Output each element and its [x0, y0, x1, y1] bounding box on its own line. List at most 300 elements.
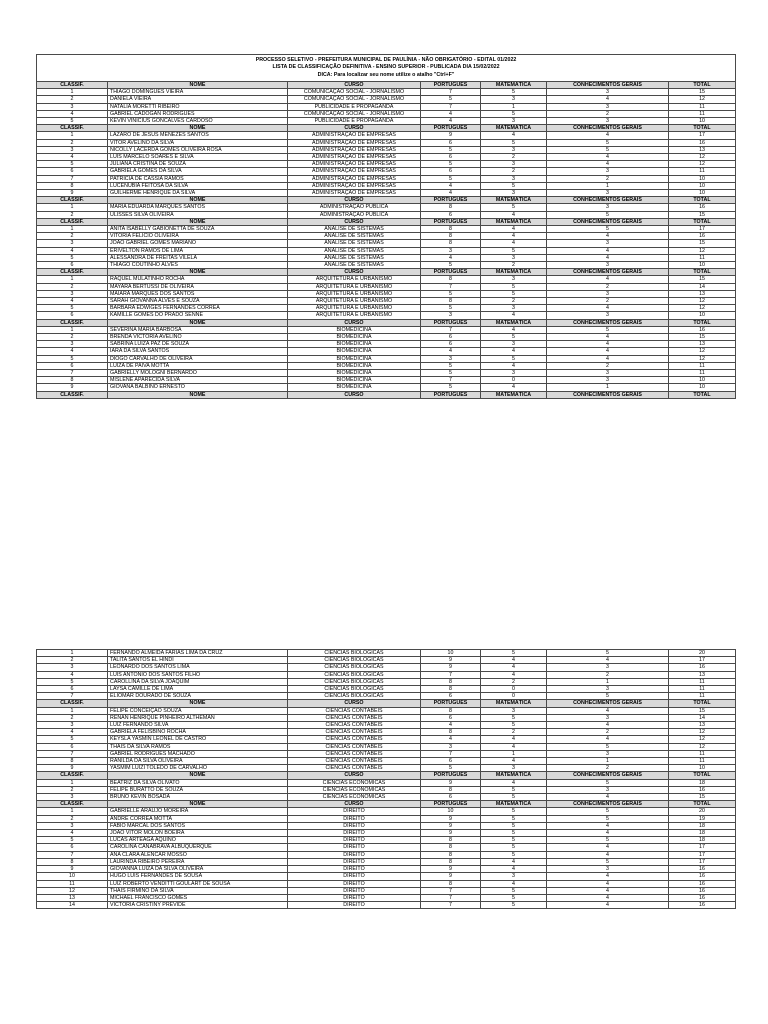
total-cell: 17 — [669, 657, 736, 664]
matematica-cell: 4 — [481, 326, 547, 333]
course-cell: CIÊNCIAS BIOLÓGICAS — [288, 671, 421, 678]
total-cell: 12 — [669, 348, 736, 355]
table-row — [37, 204, 736, 211]
conhecimentos-gerais-cell: 5 — [547, 225, 669, 232]
matematica-cell: 4 — [481, 312, 547, 319]
table-row — [37, 794, 736, 801]
table-row — [37, 837, 736, 844]
conhecimentos-gerais-cell: 3 — [547, 290, 669, 297]
title-line: PROCESSO SELETIVO - PREFEITURA MUNICIPAL DE PAULÍNIA - NÃO OBRIGATÓRIO - EDITAL 01/2022 — [255, 57, 517, 63]
conhecimentos-gerais-cell: 4 — [547, 902, 669, 909]
classif-cell: 1 — [37, 89, 108, 96]
name-cell: LUIZA DE PAIVA MOTTA — [108, 362, 288, 369]
portugues-cell: 7 — [421, 326, 481, 333]
table-row — [37, 887, 736, 894]
matematica-cell: 4 — [481, 225, 547, 232]
classif-cell: 6 — [37, 312, 108, 319]
course-cell: DIREITO — [288, 902, 421, 909]
matematica-cell: 1 — [481, 103, 547, 110]
portugues-cell: 8 — [421, 678, 481, 685]
header-nome: NOME — [108, 801, 288, 808]
total-cell: 17 — [669, 851, 736, 858]
name-cell: RAQUEL MULATINHO ROCHA — [108, 276, 288, 283]
name-cell: KAMILLE GOMES DO PRADO SENNE — [108, 312, 288, 319]
name-cell: BRENDA VICTORIA AVELINO — [108, 334, 288, 341]
name-cell: MICHAEL FRANCISCO GOMES — [108, 894, 288, 901]
name-cell: THAIS FIRMINO DA SILVA — [108, 887, 288, 894]
name-cell: GIOVANA BALBINO ERNESTO — [108, 384, 288, 391]
header-matematica: MATEMÁTICA — [481, 391, 547, 398]
name-cell: ANITA ISABELLY GABIONETTA DE SOUZA — [108, 225, 288, 232]
portugues-cell: 7 — [421, 89, 481, 96]
conhecimentos-gerais-cell: 4 — [547, 830, 669, 837]
column-header-row — [37, 269, 736, 276]
course-cell: DIREITO — [288, 887, 421, 894]
name-cell: FELIPE CONCEIÇÃO SOUZA — [108, 707, 288, 714]
conhecimentos-gerais-cell: 3 — [547, 866, 669, 873]
matematica-cell: 3 — [481, 189, 547, 196]
classif-cell: 6 — [37, 168, 108, 175]
header-classif: CLASSIF. — [37, 269, 108, 276]
course-cell: BIOMEDICINA — [288, 370, 421, 377]
portugues-cell: 5 — [421, 96, 481, 103]
conhecimentos-gerais-cell: 1 — [547, 182, 669, 189]
portugues-cell: 6 — [421, 211, 481, 218]
total-cell: 16 — [669, 326, 736, 333]
conhecimentos-gerais-cell: 3 — [547, 377, 669, 384]
total-cell: 12 — [669, 161, 736, 168]
conhecimentos-gerais-cell: 4 — [547, 722, 669, 729]
conhecimentos-gerais-cell: 5 — [547, 837, 669, 844]
classif-cell: 2 — [37, 815, 108, 822]
portugues-cell: 7 — [421, 887, 481, 894]
portugues-cell: 8 — [421, 686, 481, 693]
table-row — [37, 858, 736, 865]
name-cell: LUIZ ROBERTO VENDITTI GOULART DE SOUSA — [108, 880, 288, 887]
conhecimentos-gerais-cell: 5 — [547, 146, 669, 153]
classif-cell: 1 — [37, 132, 108, 139]
course-cell: ADMINISTRAÇÃO DE EMPRESAS — [288, 161, 421, 168]
portugues-cell: 3 — [421, 312, 481, 319]
total-cell: 18 — [669, 830, 736, 837]
total-cell: 18 — [669, 837, 736, 844]
name-cell: IARA DA SILVA SANTOS — [108, 348, 288, 355]
matematica-cell: 1 — [481, 750, 547, 757]
matematica-cell: 5 — [481, 247, 547, 254]
portugues-cell: 8 — [421, 233, 481, 240]
total-cell: 17 — [669, 858, 736, 865]
conhecimentos-gerais-cell: 5 — [547, 743, 669, 750]
total-cell: 13 — [669, 146, 736, 153]
name-cell: JULIANA CRISTINA DE SOUZA — [108, 161, 288, 168]
table-row — [37, 305, 736, 312]
matematica-cell: 5 — [481, 844, 547, 851]
header-conhecimentos-gerais: CONHECIMENTOS GERAIS — [547, 218, 669, 225]
header-curso: CURSO — [288, 125, 421, 132]
conhecimentos-gerais-cell: 4 — [547, 822, 669, 829]
name-cell: PATRICIA DE CASSIA RAMOS — [108, 175, 288, 182]
matematica-cell: 4 — [481, 348, 547, 355]
classif-cell: 2 — [37, 283, 108, 290]
table-row — [37, 722, 736, 729]
header-classif: CLASSIF. — [37, 391, 108, 398]
conhecimentos-gerais-cell: 4 — [547, 132, 669, 139]
total-cell: 10 — [669, 175, 736, 182]
header-total: TOTAL — [669, 772, 736, 779]
column-header-row — [37, 801, 736, 808]
classif-cell: 5 — [37, 837, 108, 844]
conhecimentos-gerais-cell: 1 — [547, 758, 669, 765]
name-cell: ALESSANDRA DE FREITAS VILELA — [108, 254, 288, 261]
conhecimentos-gerais-cell: 1 — [547, 384, 669, 391]
conhecimentos-gerais-cell: 2 — [547, 175, 669, 182]
classif-cell: 9 — [37, 384, 108, 391]
classif-cell: 6 — [37, 686, 108, 693]
total-cell: 16 — [669, 233, 736, 240]
course-cell: CIÊNCIAS CONTÁBEIS — [288, 714, 421, 721]
total-cell: 15 — [669, 211, 736, 218]
total-cell: 16 — [669, 664, 736, 671]
conhecimentos-gerais-cell: 1 — [547, 678, 669, 685]
classif-cell: 1 — [37, 225, 108, 232]
course-cell: ADMINISTRAÇÃO DE EMPRESAS — [288, 182, 421, 189]
matematica-cell: 5 — [481, 902, 547, 909]
conhecimentos-gerais-cell: 2 — [547, 297, 669, 304]
total-cell: 14 — [669, 714, 736, 721]
portugues-cell: 5 — [421, 362, 481, 369]
course-cell: ADMINISTRAÇÃO DE EMPRESAS — [288, 153, 421, 160]
total-cell: 15 — [669, 89, 736, 96]
header-matematica: MATEMÁTICA — [481, 197, 547, 204]
classif-cell: 3 — [37, 794, 108, 801]
total-cell: 18 — [669, 779, 736, 786]
matematica-cell: 5 — [481, 851, 547, 858]
name-cell: LUCAS ARTEAGA AQUINO — [108, 837, 288, 844]
course-cell: CIÊNCIAS CONTÁBEIS — [288, 722, 421, 729]
name-cell: GABRIELLY MOLOGNI BERNARDO — [108, 370, 288, 377]
name-cell: RANILDA DA SILVA OLIVEIRA — [108, 758, 288, 765]
name-cell: GABRIEL CADOGAN RODRIGUES — [108, 110, 288, 117]
classif-cell: 7 — [37, 175, 108, 182]
classif-cell: 5 — [37, 736, 108, 743]
name-cell: MISLENE APARECIDA SILVA — [108, 377, 288, 384]
matematica-cell: 0 — [481, 686, 547, 693]
portugues-cell: 7 — [421, 283, 481, 290]
total-cell: 12 — [669, 736, 736, 743]
header-portugues: PORTUGUÊS — [421, 391, 481, 398]
table-row — [37, 355, 736, 362]
table-row — [37, 693, 736, 700]
portugues-cell: 6 — [421, 334, 481, 341]
course-cell: CIÊNCIAS ECONÔMICAS — [288, 779, 421, 786]
course-cell: DIREITO — [288, 894, 421, 901]
matematica-cell: 5 — [481, 794, 547, 801]
total-cell: 16 — [669, 139, 736, 146]
classif-cell: 4 — [37, 729, 108, 736]
total-cell: 16 — [669, 894, 736, 901]
total-cell: 12 — [669, 247, 736, 254]
classif-cell: 4 — [37, 830, 108, 837]
matematica-cell: 3 — [481, 873, 547, 880]
header-nome: NOME — [108, 319, 288, 326]
classif-cell: 3 — [37, 290, 108, 297]
total-cell: 15 — [669, 240, 736, 247]
course-cell: ARQUITETURA E URBANISMO — [288, 297, 421, 304]
course-cell: CIÊNCIAS ECONÔMICAS — [288, 786, 421, 793]
course-cell: ADMINISTRAÇÃO DE EMPRESAS — [288, 189, 421, 196]
portugues-cell: 4 — [421, 110, 481, 117]
conhecimentos-gerais-cell: 5 — [547, 808, 669, 815]
portugues-cell: 8 — [421, 276, 481, 283]
name-cell: SARAH GIOVANNA ALVES E SOUZA — [108, 297, 288, 304]
classif-cell: 9 — [37, 189, 108, 196]
course-cell: DIREITO — [288, 830, 421, 837]
total-cell: 17 — [669, 225, 736, 232]
name-cell: LÁZARO DE JESUS MENEZES SANTOS — [108, 132, 288, 139]
course-cell: ARQUITETURA E URBANISMO — [288, 283, 421, 290]
header-portugues: PORTUGUÊS — [421, 218, 481, 225]
conhecimentos-gerais-cell: 5 — [547, 650, 669, 657]
name-cell: LUCENUBIA FEITOSA DA SILVA — [108, 182, 288, 189]
total-cell: 12 — [669, 96, 736, 103]
conhecimentos-gerais-cell: 3 — [547, 240, 669, 247]
conhecimentos-gerais-cell: 3 — [547, 664, 669, 671]
name-cell: ANA CLARA ALENCAR MOSSO — [108, 851, 288, 858]
portugues-cell: 8 — [421, 729, 481, 736]
classif-cell: 1 — [37, 276, 108, 283]
table-row — [37, 743, 736, 750]
table-row — [37, 765, 736, 772]
portugues-cell: 7 — [421, 103, 481, 110]
table-row — [37, 686, 736, 693]
classif-cell: 1 — [37, 326, 108, 333]
course-cell: ARQUITETURA E URBANISMO — [288, 290, 421, 297]
name-cell: KEYSLA YASMIN LEONEL DE CASTRO — [108, 736, 288, 743]
course-cell: DIREITO — [288, 844, 421, 851]
header-portugues: PORTUGUÊS — [421, 197, 481, 204]
classif-cell: 3 — [37, 822, 108, 829]
total-cell: 11 — [669, 103, 736, 110]
header-curso: CURSO — [288, 391, 421, 398]
header-matematica: MATEMÁTICA — [481, 81, 547, 88]
conhecimentos-gerais-cell: 5 — [547, 858, 669, 865]
table-row — [37, 233, 736, 240]
matematica-cell: 5 — [481, 894, 547, 901]
course-cell: COMUNICAÇÃO SOCIAL - JORNALISMO — [288, 89, 421, 96]
name-cell: LAYSA CAMILLE DE LIMA — [108, 686, 288, 693]
portugues-cell: 9 — [421, 815, 481, 822]
table-row — [37, 678, 736, 685]
table-row — [37, 902, 736, 909]
table-row — [37, 96, 736, 103]
portugues-cell: 8 — [421, 844, 481, 851]
portugues-cell: 6 — [421, 153, 481, 160]
course-cell: CIÊNCIAS BIOLÓGICAS — [288, 664, 421, 671]
header-matematica: MATEMÁTICA — [481, 218, 547, 225]
name-cell: DIOGO CARVALHO DE OLIVEIRA — [108, 355, 288, 362]
course-cell: DIREITO — [288, 880, 421, 887]
matematica-cell: 2 — [481, 168, 547, 175]
table-row — [37, 729, 736, 736]
matematica-cell: 5 — [481, 355, 547, 362]
header-matematica: MATEMÁTICA — [481, 700, 547, 707]
course-cell: CIÊNCIAS CONTÁBEIS — [288, 743, 421, 750]
classif-cell: 4 — [37, 110, 108, 117]
table-row — [37, 650, 736, 657]
portugues-cell: 8 — [421, 851, 481, 858]
table-row — [37, 714, 736, 721]
course-cell: ADMINISTRAÇÃO DE EMPRESAS — [288, 175, 421, 182]
header-classif: CLASSIF. — [37, 801, 108, 808]
name-cell: SABRINA LUIZA PAZ DE SOUZA — [108, 341, 288, 348]
portugues-cell: 9 — [421, 664, 481, 671]
total-cell: 12 — [669, 305, 736, 312]
header-nome: NOME — [108, 269, 288, 276]
portugues-cell: 5 — [421, 290, 481, 297]
classif-cell: 5 — [37, 355, 108, 362]
matematica-cell: 3 — [481, 146, 547, 153]
classif-cell: 6 — [37, 362, 108, 369]
course-cell: BIOMEDICINA — [288, 355, 421, 362]
classif-cell: 3 — [37, 146, 108, 153]
classif-cell: 4 — [37, 247, 108, 254]
classif-cell: 3 — [37, 664, 108, 671]
classif-cell: 3 — [37, 722, 108, 729]
total-cell: 11 — [669, 254, 736, 261]
matematica-cell: 2 — [481, 729, 547, 736]
matematica-cell: 5 — [481, 283, 547, 290]
header-conhecimentos-gerais: CONHECIMENTOS GERAIS — [547, 197, 669, 204]
conhecimentos-gerais-cell: 4 — [547, 873, 669, 880]
conhecimentos-gerais-cell: 4 — [547, 880, 669, 887]
classif-cell: 11 — [37, 880, 108, 887]
table-row — [37, 370, 736, 377]
matematica-cell: 3 — [481, 96, 547, 103]
total-cell: 16 — [669, 873, 736, 880]
matematica-cell: 4 — [481, 866, 547, 873]
name-cell: THAIS DA SILVA RAMOS — [108, 743, 288, 750]
course-cell: ANÁLISE DE SISTEMAS — [288, 254, 421, 261]
total-cell: 14 — [669, 283, 736, 290]
name-cell: CAROLLINA DA SILVA JOAQUIM — [108, 678, 288, 685]
table-row — [37, 225, 736, 232]
classif-cell: 2 — [37, 657, 108, 664]
course-cell: ANÁLISE DE SISTEMAS — [288, 240, 421, 247]
course-cell: CIÊNCIAS CONTÁBEIS — [288, 765, 421, 772]
header-portugues: PORTUGUÊS — [421, 269, 481, 276]
total-cell: 15 — [669, 334, 736, 341]
total-cell: 12 — [669, 297, 736, 304]
table-row — [37, 815, 736, 822]
column-header-row — [37, 125, 736, 132]
column-header-row — [37, 218, 736, 225]
course-cell: ADMINISTRAÇÃO DE EMPRESAS — [288, 132, 421, 139]
conhecimentos-gerais-cell: 3 — [547, 750, 669, 757]
matematica-cell: 3 — [481, 161, 547, 168]
conhecimentos-gerais-cell: 4 — [547, 657, 669, 664]
name-cell: FABIO MARCAL DOS SANTOS — [108, 822, 288, 829]
header-matematica: MATEMÁTICA — [481, 269, 547, 276]
course-cell: ARQUITETURA E URBANISMO — [288, 276, 421, 283]
course-cell: CIÊNCIAS BIOLÓGICAS — [288, 686, 421, 693]
portugues-cell: 8 — [421, 240, 481, 247]
classif-cell: 1 — [37, 707, 108, 714]
header-portugues: PORTUGUÊS — [421, 801, 481, 808]
course-cell: CIÊNCIAS BIOLÓGICAS — [288, 678, 421, 685]
matematica-cell: 5 — [481, 139, 547, 146]
course-cell: BIOMEDICINA — [288, 341, 421, 348]
conhecimentos-gerais-cell: 5 — [547, 779, 669, 786]
total-cell: 13 — [669, 722, 736, 729]
conhecimentos-gerais-cell: 4 — [547, 707, 669, 714]
total-cell: 13 — [669, 290, 736, 297]
course-cell: DIREITO — [288, 808, 421, 815]
header-nome: NOME — [108, 197, 288, 204]
column-header-row — [37, 81, 736, 88]
classif-cell: 5 — [37, 305, 108, 312]
portugues-cell: 4 — [421, 117, 481, 124]
classif-cell: 2 — [37, 211, 108, 218]
header-total: TOTAL — [669, 319, 736, 326]
header-classif: CLASSIF. — [37, 81, 108, 88]
matematica-cell: 5 — [481, 887, 547, 894]
matematica-cell: 5 — [481, 182, 547, 189]
course-cell: ANÁLISE DE SISTEMAS — [288, 233, 421, 240]
table-row — [37, 736, 736, 743]
table-row — [37, 103, 736, 110]
name-cell: ELIOMAR DOURADO DE SOUZA — [108, 693, 288, 700]
portugues-cell: 4 — [421, 182, 481, 189]
course-cell: CIÊNCIAS BIOLÓGICAS — [288, 693, 421, 700]
classification-table-page-2 — [36, 649, 736, 909]
table-row — [37, 276, 736, 283]
conhecimentos-gerais-cell: 4 — [547, 894, 669, 901]
classif-cell: 1 — [37, 808, 108, 815]
column-header-row — [37, 319, 736, 326]
name-cell: LAURINDA RIBEIRO PEREIRA — [108, 858, 288, 865]
total-cell: 20 — [669, 808, 736, 815]
name-cell: ERIVELTON RAMOS DE LIMA — [108, 247, 288, 254]
total-cell: 18 — [669, 822, 736, 829]
header-conhecimentos-gerais: CONHECIMENTOS GERAIS — [547, 700, 669, 707]
matematica-cell: 5 — [481, 837, 547, 844]
table-row — [37, 283, 736, 290]
course-cell: PUBLICIDADE E PROPAGANDA — [288, 117, 421, 124]
table-row — [37, 326, 736, 333]
header-curso: CURSO — [288, 700, 421, 707]
header-conhecimentos-gerais: CONHECIMENTOS GERAIS — [547, 269, 669, 276]
course-cell: ADMINISTRAÇÃO PÚBLICA — [288, 204, 421, 211]
conhecimentos-gerais-cell: 2 — [547, 765, 669, 772]
classif-cell: 7 — [37, 693, 108, 700]
conhecimentos-gerais-cell: 3 — [547, 189, 669, 196]
table-row — [37, 671, 736, 678]
portugues-cell: 6 — [421, 794, 481, 801]
course-cell: BIOMEDICINA — [288, 377, 421, 384]
header-curso: CURSO — [288, 218, 421, 225]
name-cell: KEVIN VINICIUS GONCALVES CARDOSO — [108, 117, 288, 124]
course-cell: ANÁLISE DE SISTEMAS — [288, 247, 421, 254]
conhecimentos-gerais-cell: 5 — [547, 139, 669, 146]
name-cell: FELIPE BURATTO DE SOUZA — [108, 786, 288, 793]
title-line: LISTA DE CLASSIFICAÇÃO DEFINITIVA - ENSINO SUPERIOR - PUBLICADA DIA 15/02/2022 — [272, 64, 500, 71]
portugues-cell: 4 — [421, 722, 481, 729]
conhecimentos-gerais-cell: 5 — [547, 815, 669, 822]
portugues-cell: 9 — [421, 873, 481, 880]
total-cell: 16 — [669, 204, 736, 211]
total-cell: 17 — [669, 844, 736, 851]
classif-cell: 14 — [37, 902, 108, 909]
